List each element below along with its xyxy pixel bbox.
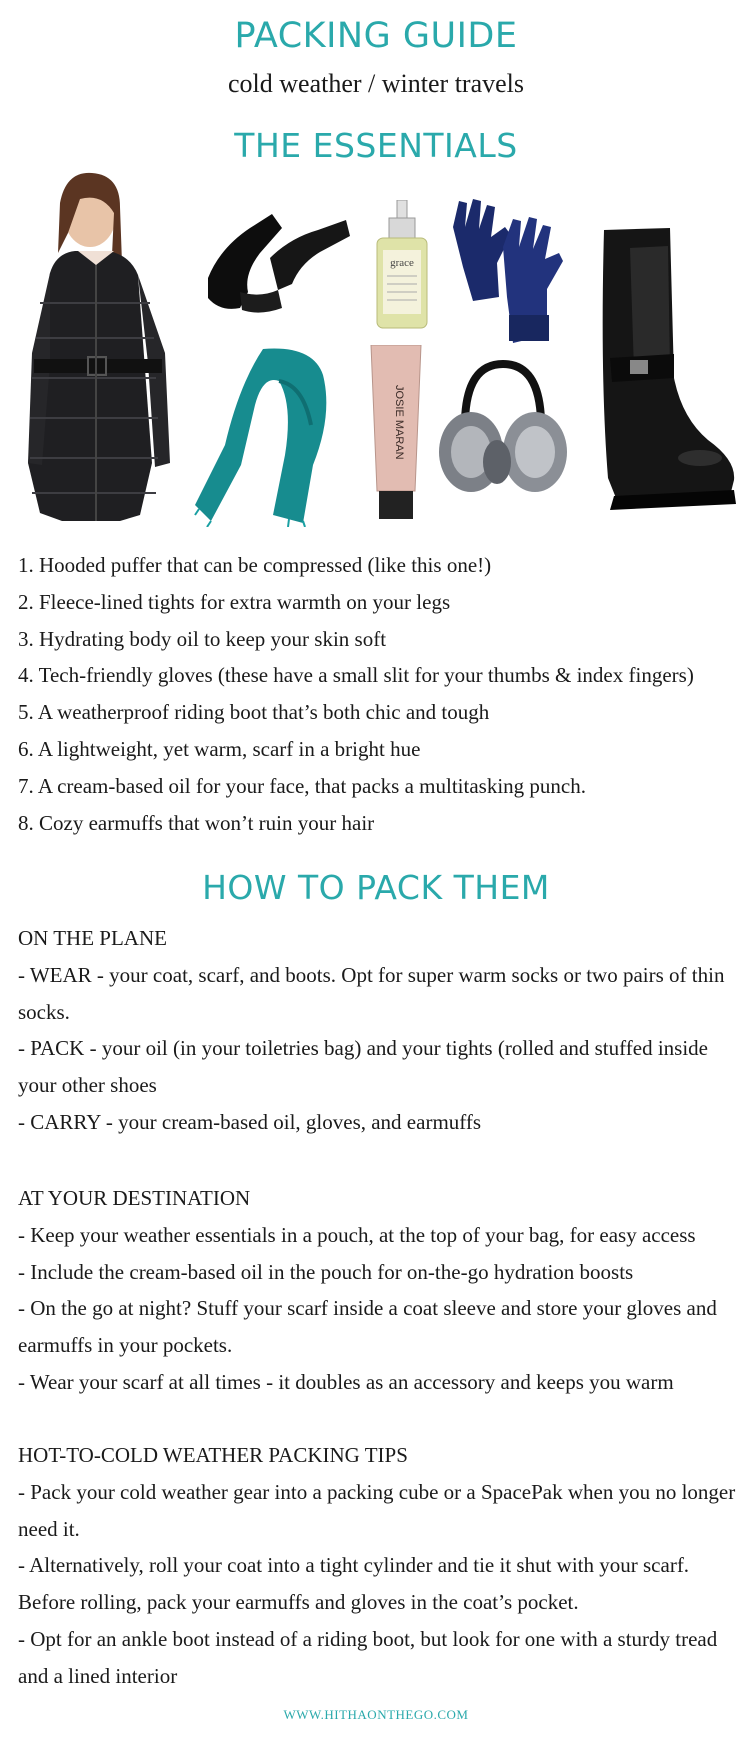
oil-label: grace — [390, 257, 414, 269]
list-item: 2. Fleece-lined tights for extra warmth on your legs — [18, 589, 451, 614]
hot-to-cold-section — [18, 1437, 738, 1695]
section-heading: AT YOUR DESTINATION — [18, 1186, 251, 1210]
section-line: - WEAR - your coat, scarf, and boots. Opt for super warm socks or two pairs of thin socks. — [18, 962, 725, 1024]
list-item: 3. Hydrating body oil to keep your skin soft — [18, 626, 387, 651]
section-line: - PACK - your oil (in your toiletries bag) and your tights (rolled and stuffed inside your other shoes — [18, 1036, 708, 1098]
earmuffs-image — [437, 360, 569, 498]
page-subtitle: cold weather / winter travels — [228, 69, 524, 98]
section-heading: ON THE PLANE — [18, 926, 167, 950]
section-line: - Wear your scarf at all times - it doubles as an accessory and keeps you warm — [18, 1369, 674, 1394]
scarf-image — [193, 345, 353, 527]
essentials-list — [18, 547, 748, 841]
section-line: - Pack your cold weather gear into a packing cube or a SpacePak when you no longer need it. — [18, 1479, 736, 1541]
cream-oil-image — [365, 345, 427, 521]
section-line: - Include the cream-based oil in the pouch for on-the-go hydration boosts — [18, 1259, 634, 1284]
website-link[interactable]: WWW.HITHAONTHEGO.COM — [283, 1707, 469, 1722]
gloves-image — [443, 197, 565, 345]
section-line: - CARRY - your cream-based oil, gloves, and earmuffs — [18, 1109, 482, 1134]
list-item: 7. A cream-based oil for your face, that packs a multitasking punch. — [18, 773, 586, 798]
on-the-plane-section — [18, 920, 738, 1141]
page-title: PACKING GUIDE — [234, 16, 518, 56]
list-item: 6. A lightweight, yet warm, scarf in a bright hue — [18, 736, 421, 761]
at-destination-section — [18, 1180, 738, 1401]
list-item: 1. Hooded puffer that can be compressed (like this one!) — [18, 553, 492, 577]
body-oil-image — [367, 200, 437, 330]
section-line: - Opt for an ankle boot instead of a riding boot, but look for one with a sturdy tread and a lined interior — [18, 1626, 718, 1688]
section-heading: HOT-TO-COLD WEATHER PACKING TIPS — [18, 1443, 408, 1467]
section-line: - Keep your weather essentials in a pouch, at the top of your bag, for easy access — [18, 1222, 696, 1247]
riding-boot-image — [590, 228, 740, 510]
essentials-heading: THE ESSENTIALS — [234, 126, 518, 165]
cream-label: JOSIE MARAN — [393, 385, 405, 460]
section-line: - Alternatively, roll your coat into a tight cylinder and tie it shut with your scarf. Before rolling, pack your earmuffs and gloves in the coat’s pocket. — [18, 1553, 690, 1615]
puffer-coat-image — [20, 163, 180, 521]
list-item: 8. Cozy earmuffs that won’t ruin your hair — [18, 810, 375, 835]
section-line: - On the go at night? Stuff your scarf inside a coat sleeve and store your gloves and earmuffs in your pockets. — [18, 1296, 717, 1358]
list-item: 4. Tech-friendly gloves (these have a small slit for your thumbs & index fingers) — [18, 663, 694, 688]
list-item: 5. A weatherproof riding boot that’s both chic and tough — [18, 700, 490, 725]
tights-image — [200, 208, 352, 318]
how-to-pack-heading: HOW TO PACK THEM — [202, 868, 550, 907]
